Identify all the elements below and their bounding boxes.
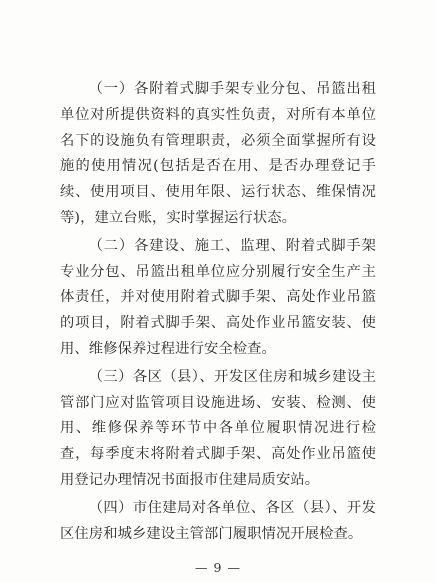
paragraph-3: （三）各区（县）、开发区住房和城乡建设主管部门应对监管项目设施进场、安装、检测、使用、维修保养等环节中各单位履职情况进行检查，每季度末将附着式脚手架、高处作业吊篮使用登记办理情况书面报市住建局质安站。	[60, 368, 376, 488]
paragraph-2: （二）各建设、施工、监理、附着式脚手架专业分包、吊篮出租单位应分别履行安全生产主体责任，并对使用附着式脚手架、高处作业吊篮的项目，附着式脚手架、高处作业吊篮安装、使用、维修保养过程进行安全检查。	[60, 237, 376, 357]
document-body	[60, 77, 376, 549]
paragraph-1: （一）各附着式脚手架专业分包、吊篮出租单位对所提供资料的真实性负责，对所有本单位名下的设施负有管理职责，必须全面掌握所有设施的使用情况(包括是否在用、是否办理登记手续、使用项目、使用年限、运行状态、维保情况等)，建立台账，实时掌握运行状态。	[60, 81, 376, 226]
page-number: — 9 —	[195, 560, 241, 575]
paragraph-4: （四）市住建局对各单位、各区（县）、开发区住房和城乡建设主管部门履职情况开展检查。	[60, 499, 376, 542]
